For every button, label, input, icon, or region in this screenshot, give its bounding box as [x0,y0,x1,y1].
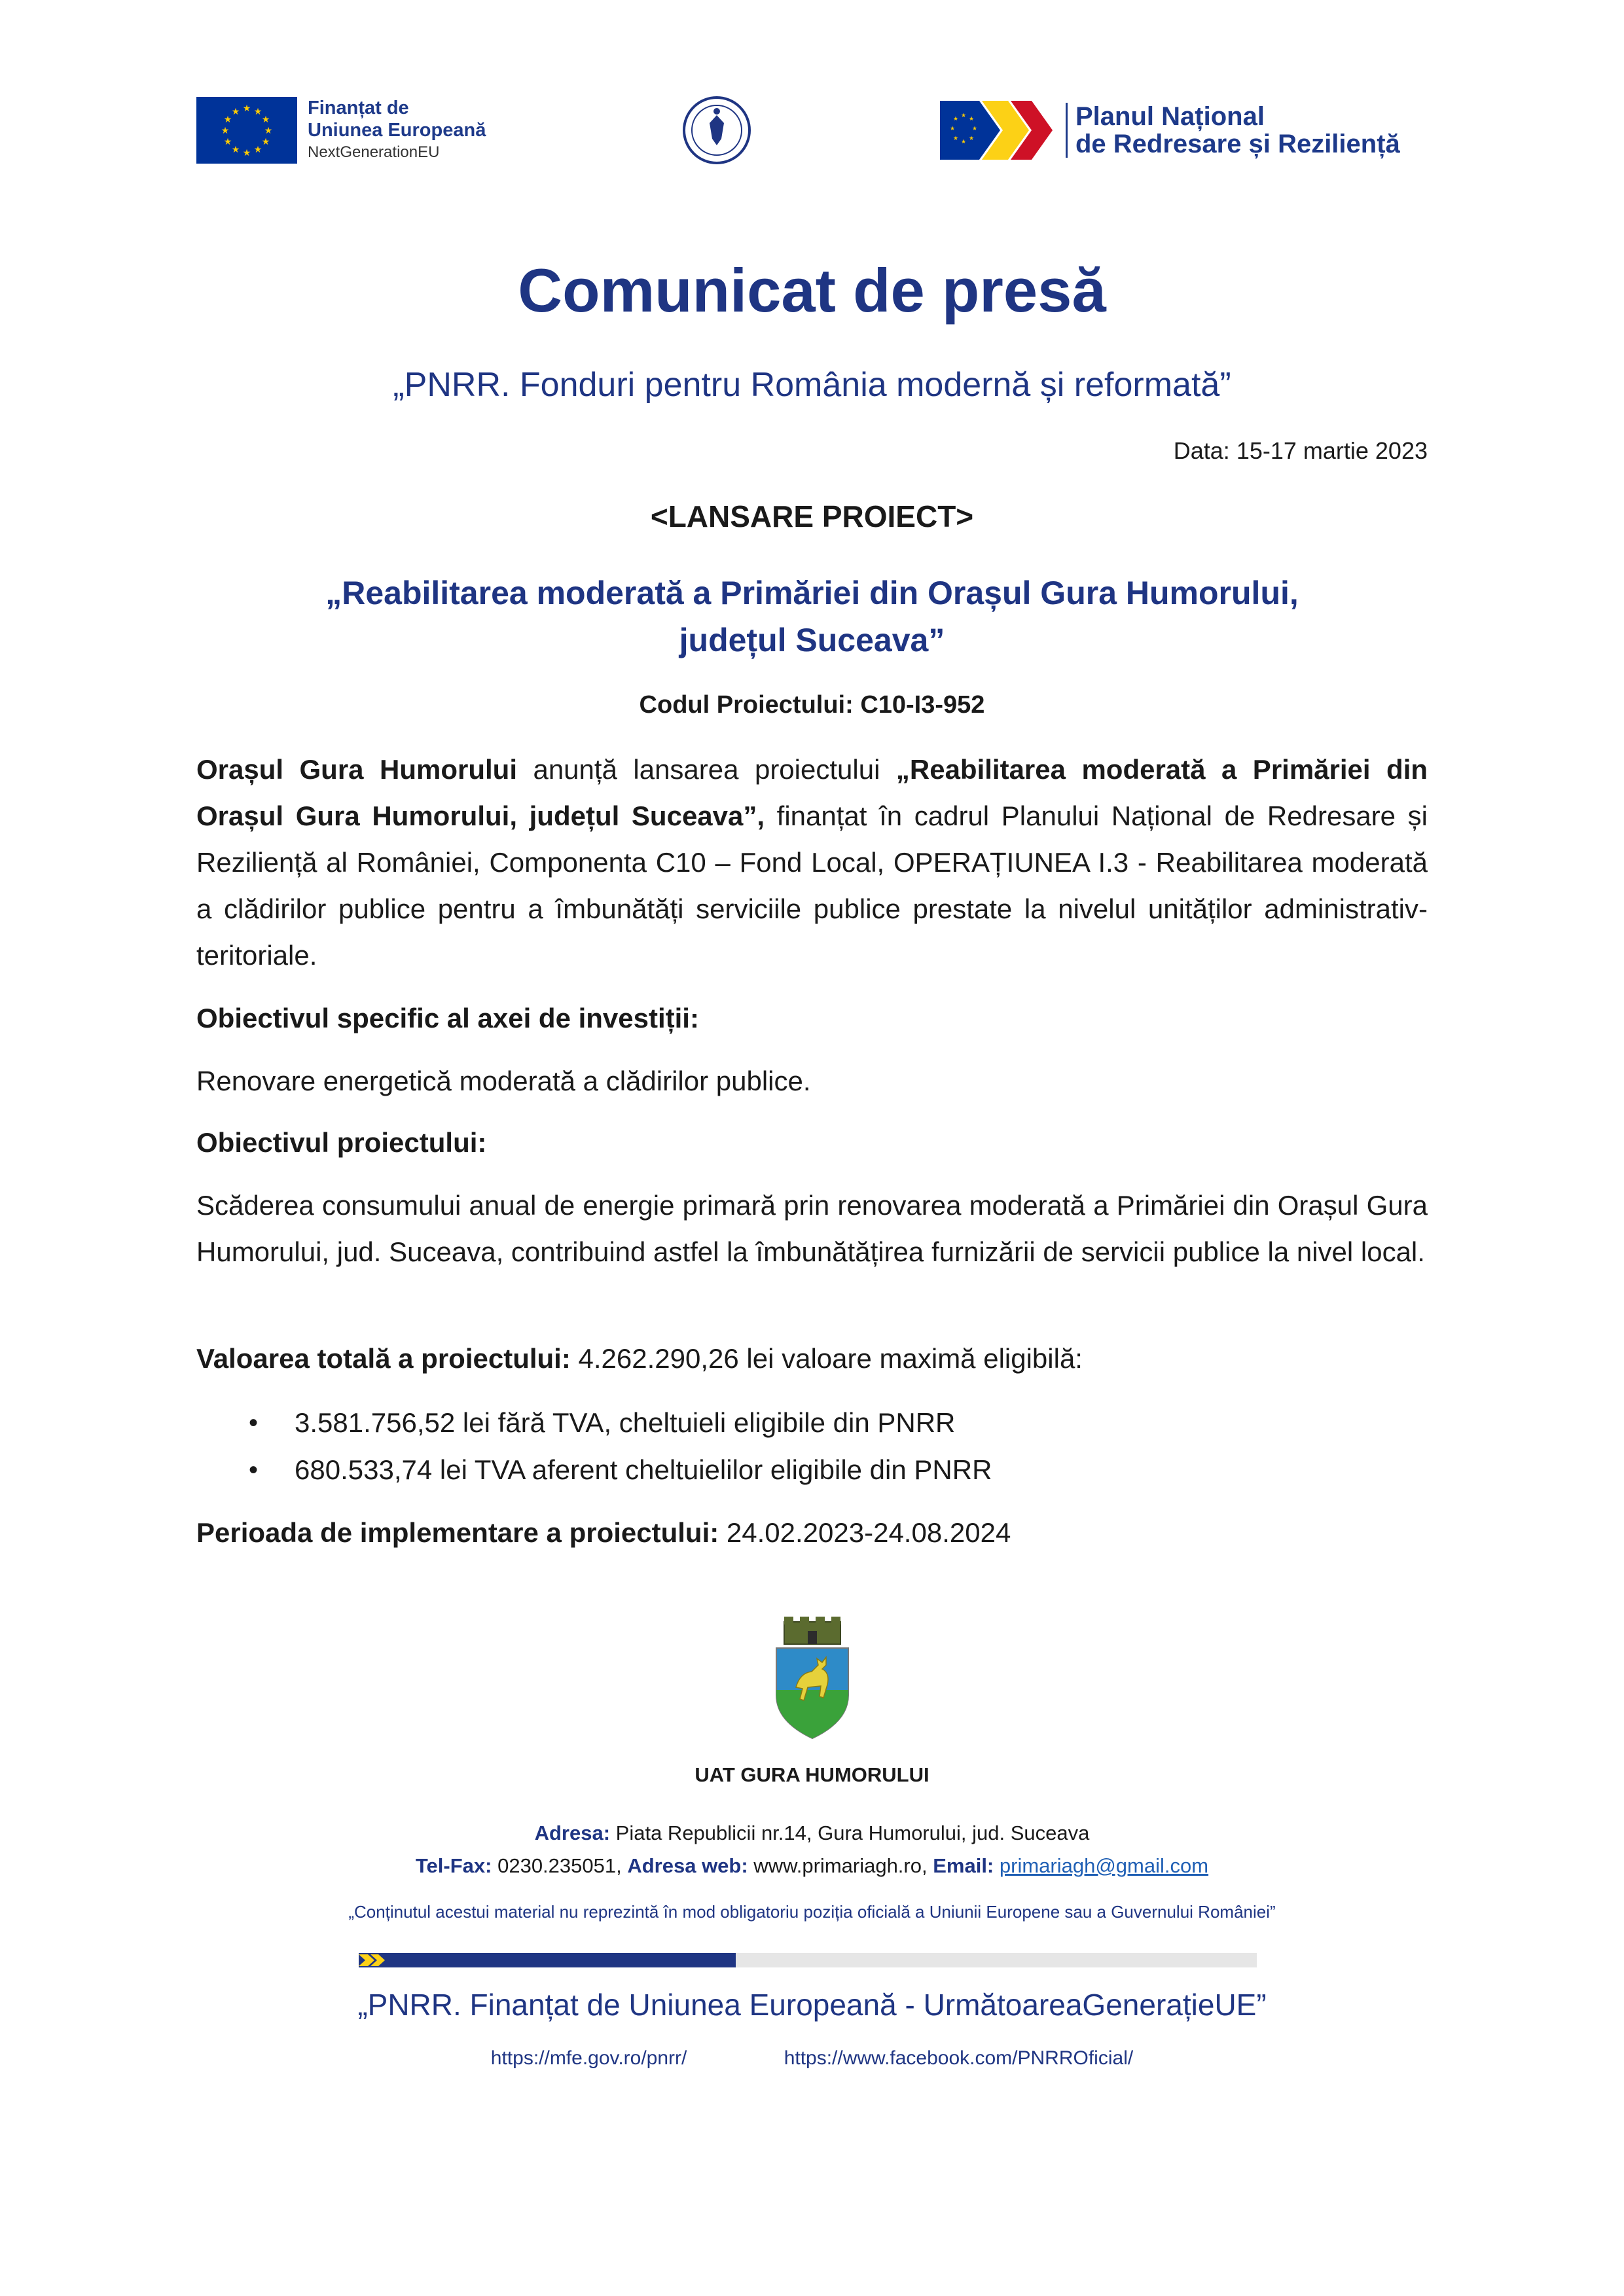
svg-text:★: ★ [952,135,959,142]
svg-text:★: ★ [223,137,232,147]
svg-text:★: ★ [253,107,262,117]
web-text: www.primariagh.ro, [748,1854,933,1877]
page-title: Comunicat de presă [518,256,1106,325]
svg-text:★: ★ [223,115,232,125]
svg-text:★: ★ [253,145,262,155]
svg-text:★: ★ [231,107,240,117]
pnrr-logo-line2: de Redresare și Reziliență [1075,130,1400,158]
svg-text:★: ★ [242,103,251,114]
pnrr-arrow-icon [359,1953,398,1967]
implementation-period-label: Perioada de implementare a proiectului: [196,1517,719,1548]
project-code: Codul Proiectului: C10-I3-952 [639,691,985,719]
pnrr-chevrons-icon [940,96,1059,165]
intro-bold-project: „Reabilitarea moderată a Primăriei din Orașul Gura Humorului, județul Suceava”, [196,754,1428,831]
project-objective-heading: Obiectivul proiectului: [196,1127,487,1158]
svg-text:★: ★ [968,135,975,142]
email-label: Email: [933,1854,994,1877]
pnrr-logo-line1: Planul Național [1075,102,1265,131]
email-link[interactable]: primariagh@gmail.com [999,1854,1209,1877]
pnrr-progress-fill [359,1953,736,1967]
intro-bold-city: Orașul Gura Humorului [196,754,517,785]
list-item: • 3.581.756,52 lei fără TVA, cheltuieli eligibile din PNRR [196,1399,1428,1446]
project-title [0,569,1624,664]
pnrr-logo-text [1066,103,1400,158]
eu-logo-text [308,97,486,164]
project-title-line2: județul Suceava” [679,622,945,658]
project-value-label: Valoarea totală a proiectului: [196,1343,571,1374]
eu-logo-line1: Finanțat de [308,98,409,118]
intro-text2: finanțat în cadrul Planului Național de Redresare și Reziliență al României, Componenta C10 – Fond Local, OPERAȚIUNEA I.3 - Reabilitarea moderată a clădirilor publice pentru a îmbunătăți serviciile publice prestate la nivelul unităților administrativ-teritoriale. [196,800,1428,971]
svg-text:★: ★ [960,139,967,145]
project-objective-text: Scăderea consumului anual de energie primară prin renovarea moderată a Primăriei din Orașul Gura Humorului, jud. Suceava, contribuind astfel la îmbunătățirea furnizării de servicii publice la nivel local. [196,1190,1428,1267]
web-label: Adresa web: [627,1854,748,1877]
romanian-government-seal-icon [682,96,751,165]
eu-stars-icon [196,97,297,164]
pnrr-logo [940,96,1431,165]
eu-logo-line3: NextGenerationEU [308,143,440,161]
implementation-period-text: 24.02.2023-24.08.2024 [719,1517,1011,1548]
svg-text:★: ★ [242,148,251,158]
intro-paragraph [196,746,1428,978]
release-date: Data: 15-17 martie 2023 [1173,437,1428,464]
project-value-text: 4.262.290,26 lei valoare maximă eligibilă: [570,1343,1083,1374]
launch-heading: <LANSARE PROIECT> [650,499,974,533]
implementation-period [196,1509,1428,1556]
svg-text:★: ★ [261,137,270,147]
project-title-line1: „Reabilitarea moderată a Primăriei din Orașul Gura Humorului, [325,575,1299,611]
eu-logo-line2: Uniunea Europeană [308,120,486,141]
footer-links [0,2047,1624,2070]
intro-text1: anunță lansarea proiectului [517,754,896,785]
eu-funding-logo [196,96,504,165]
address-label: Adresa: [534,1821,611,1844]
svg-text:★: ★ [231,145,240,155]
project-value [196,1335,1428,1382]
value-breakdown-list [196,1399,1428,1494]
svg-text:★: ★ [949,126,956,132]
address-line [0,1817,1624,1850]
facebook-link[interactable]: https://www.facebook.com/PNRROficial/ [784,2047,1134,2069]
gura-humorului-coat-of-arms-icon [770,1617,855,1741]
svg-text:★: ★ [221,126,230,136]
svg-text:★: ★ [952,116,959,122]
uat-name: UAT GURA HUMORULUI [695,1763,929,1786]
svg-text:★: ★ [968,116,975,122]
specific-objective-heading: Obiectivul specific al axei de investiții: [196,1003,699,1033]
contact-line [0,1850,1624,1882]
pnrr-progress-bar [359,1953,1257,1967]
svg-text:★: ★ [960,113,967,119]
eu-disclaimer: „Conținutul acestui material nu reprezintă în mod obligatoriu poziția oficială a Uniunii Europene sau a Guvernului României” [348,1902,1276,1922]
svg-text:★: ★ [264,126,273,136]
list-item: • 680.533,74 lei TVA aferent cheltuielilor eligibile din PNRR [196,1446,1428,1494]
mfe-link[interactable]: https://mfe.gov.ro/pnrr/ [490,2047,687,2069]
page-subtitle: „PNRR. Fonduri pentru România modernă și reformată” [393,366,1231,404]
specific-objective-text: Renovare energetică moderată a clădirilor publice. [196,1066,811,1096]
footer-slogan: „PNRR. Finanțat de Uniunea Europeană - UrmătoareaGenerațieUE” [357,1988,1267,2022]
telfax-label: Tel-Fax: [415,1854,492,1877]
eu-flag-icon [196,97,297,164]
svg-text:★: ★ [971,126,978,132]
svg-text:★: ★ [261,115,270,125]
contact-block [0,1817,1624,1882]
address-text: Piata Republicii nr.14, Gura Humorului, jud. Suceava [610,1821,1090,1844]
telfax-text: 0230.235051, [492,1854,628,1877]
